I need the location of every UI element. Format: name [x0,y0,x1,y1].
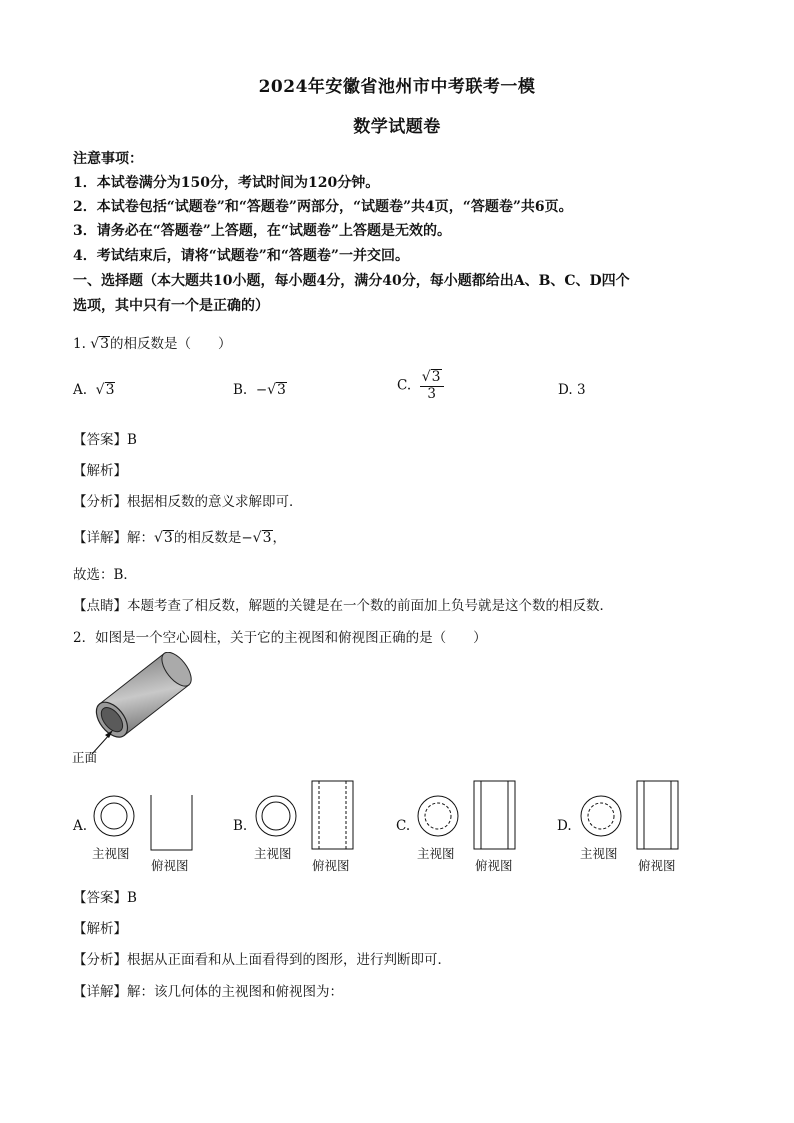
q2-option-a-top-label: 俯视图 [151,858,189,873]
q2-option-c-main-label: 主视图 [417,846,455,861]
q1-comment: 【点睛】本题考查了相反数，解题的关键是在一个数的前面加上负号就是这个数的相反数． [73,598,613,614]
section-heading-line1: 一、选择题（本大题共10小题，每小题4分，满分40分，每小题都给出A、B、C、D四个 [73,273,630,289]
notes-heading: 注意事项： [73,151,143,167]
q2-option-b-label: B. [233,818,248,834]
page-subtitle: 数学试题卷 [353,117,441,137]
q1-option-b: B. −√3 [233,382,286,398]
q2-option-b-figure [254,780,364,854]
q1-option-a: A. √3 [73,382,115,398]
q2-option-d-figure [579,780,689,854]
q1-number: 1. [73,336,86,352]
q2-option-d-top-label: 俯视图 [638,858,676,873]
notes-item-4: 4．考试结束后，请将“试题卷”和“答题卷”一并交回。 [73,248,409,264]
q2-option-a-label: A. [73,818,88,834]
section-heading-line2: 选项，其中只有一个是正确的） [73,298,269,314]
q1-sqrt: √3 [90,336,110,352]
q2-option-d-label: D. [557,818,572,834]
q1-option-b-sqrt: √3 [267,382,286,398]
q2-option-d-main-label: 主视图 [580,846,618,861]
q2-analysis-tag: 【解析】 [73,921,127,937]
q1-stem-text: 的相反数是（ ） [110,336,232,352]
q1-option-c: C. $\frac{√3}{3}$ [397,369,444,402]
q2-option-c-label: C. [396,818,411,834]
q1-option-c-fraction: $\frac{√3}{3}$ [420,369,444,402]
q2-option-a-main-label: 主视图 [92,846,130,861]
q2-front-label: 正面 [72,750,98,765]
q1-fenxi: 【分析】根据相反数的意义求解即可． [73,494,303,510]
notes-item-2: 2．本试卷包括“试题卷”和“答题卷”两部分，“试题卷”共4页，“答题卷”共6页。 [73,199,573,215]
q1-stem [73,332,232,352]
q1-answer: 【答案】B [73,432,137,448]
q2-fenxi: 【分析】根据从正面看和从上面看得到的图形，进行判断即可． [73,952,451,968]
q1-choose: 故选：B． [73,567,137,583]
q1-option-a-sqrt: √3 [95,382,115,398]
q2-answer: 【答案】B [73,890,137,906]
q2-detail: 【详解】解：该几何体的主视图和俯视图为： [73,984,343,1000]
q2-option-b-top-label: 俯视图 [312,858,350,873]
q1-analysis-tag: 【解析】 [73,463,127,479]
notes-item-1: 1．本试卷满分为150分，考试时间为120分钟。 [73,175,380,191]
q2-option-c-figure [416,780,526,854]
q2-option-b-main-label: 主视图 [254,846,292,861]
q2-option-c-top-label: 俯视图 [475,858,513,873]
q1-detail: 【详解】解：√3的相反数是−√3， [73,530,286,546]
q2-stem: 2．如图是一个空心圆柱，关于它的主视图和俯视图正确的是（ ） [73,630,487,646]
page-title: 2024年安徽省池州市中考联考一模 [258,77,536,97]
q1-option-d: D. 3 [558,382,586,398]
notes-item-3: 3．请务必在“答题卷”上答题，在“试题卷”上答题是无效的。 [73,223,451,239]
